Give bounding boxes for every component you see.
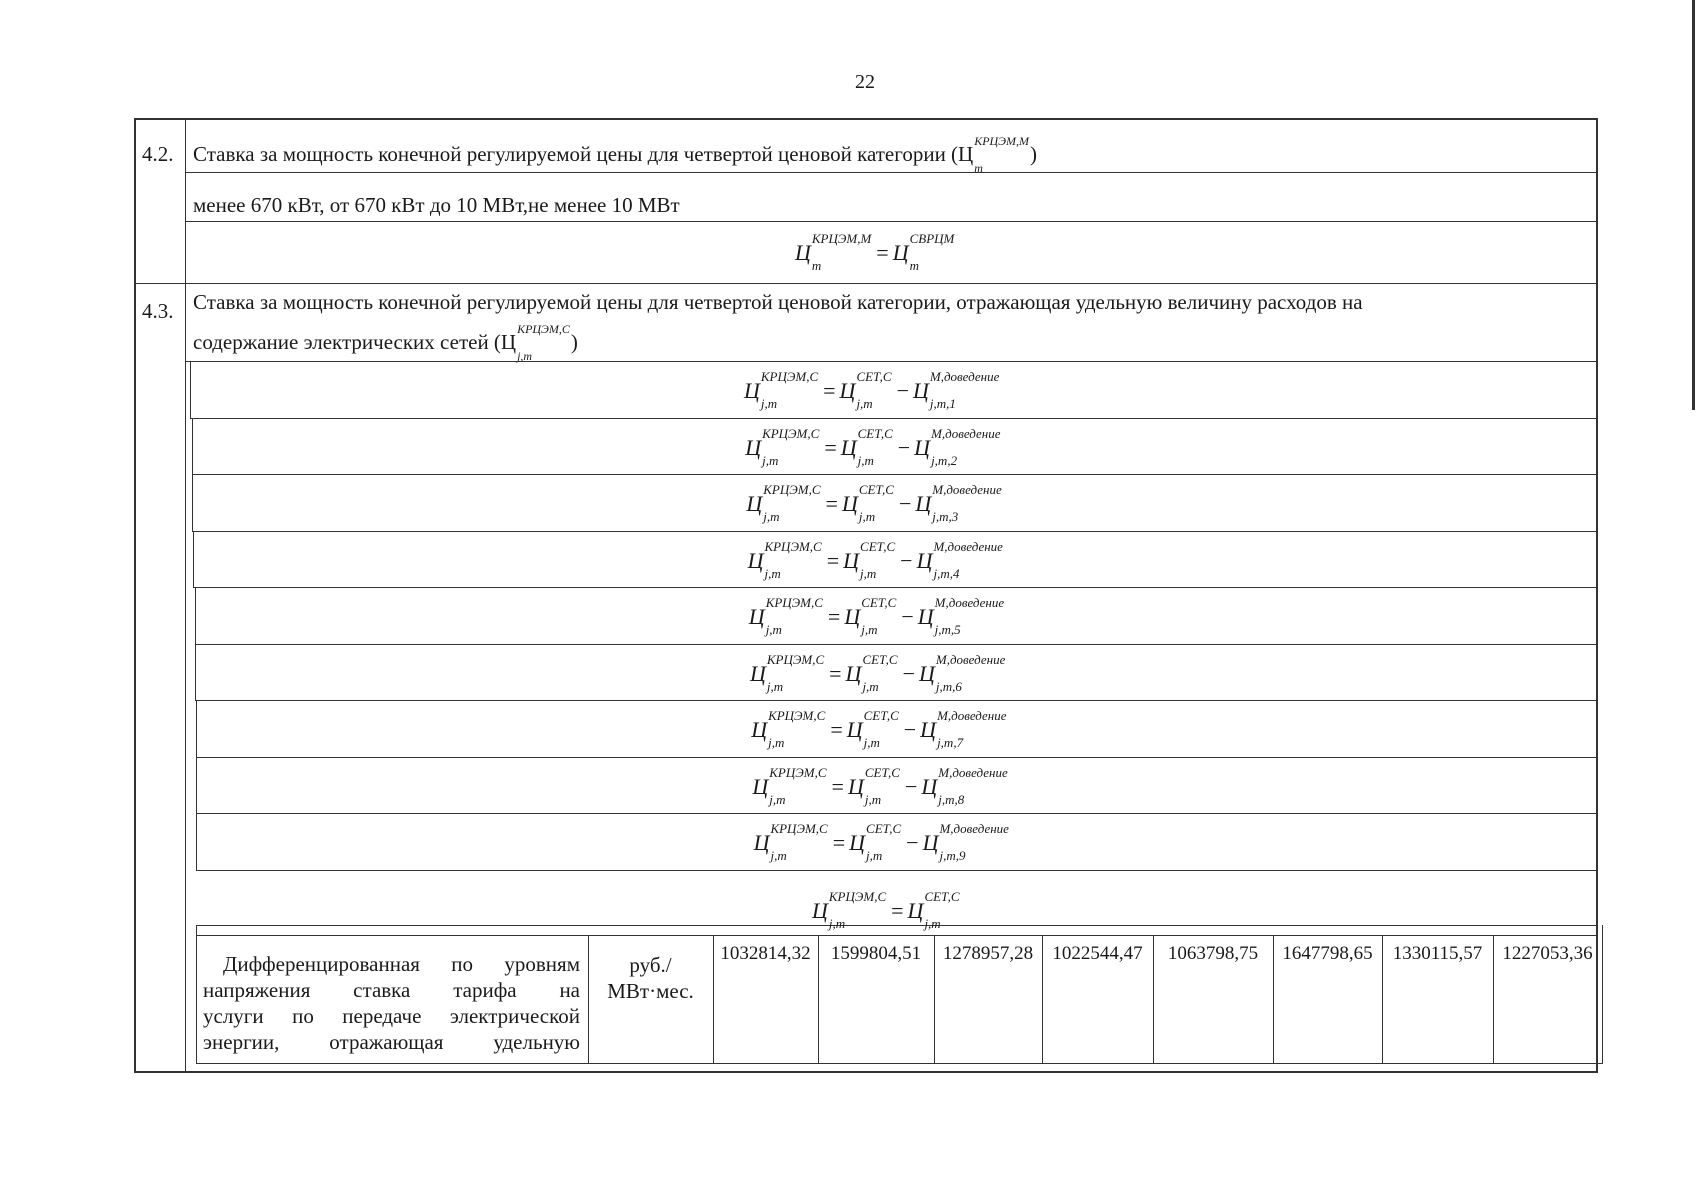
formula-row-9: Ц КРЦЭМ,С j,m = Ц СЕТ,С j,m − Ц М,доведение j,m,9 (753, 821, 1009, 863)
tariff-cell-divider (713, 935, 714, 1063)
row-divider (185, 172, 1598, 173)
final-formula: Ц КРЦЭМ,С j,m = Ц СЕТ,С j,m (812, 889, 960, 931)
formula-row-6: Ц КРЦЭМ,С j,m = Ц СЕТ,С j,m − Ц М,доведение j,m,6 (750, 652, 1006, 694)
section-number-4-2: 4.2. (142, 142, 174, 166)
formula-row-left-border (196, 700, 197, 757)
tariff-cell-divider (1493, 935, 1494, 1063)
tariff-value: 1063798,75 (1167, 943, 1259, 964)
tariff-row-bottom-border (196, 1063, 1602, 1064)
tariff-value: 1647798,65 (1282, 943, 1373, 964)
tariff-value: 1278957,28 (942, 943, 1034, 964)
row-divider (196, 813, 1598, 814)
formula-row-left-border (193, 531, 194, 588)
tariff-label-line: услуги по передаче электрической (203, 1004, 580, 1028)
section-4-2-condition: менее 670 кВт, от 670 кВт до 10 МВт,не менее 10 МВт (193, 193, 680, 217)
tariff-label-line: напряжения ставка тарифа на (203, 978, 580, 1002)
formula-row-left-border (195, 587, 196, 644)
section-4-2-formula: Ц КРЦЭМ,М m = Ц СВРЦМ m (795, 231, 955, 273)
section-4-3-title-line2: содержание электрических сетей (Ц КРЦЭМ,С j,m ) (193, 322, 578, 364)
row-divider (196, 757, 1598, 758)
row-divider (196, 870, 1598, 871)
number-column-divider (185, 118, 186, 1073)
row-divider (195, 700, 1598, 701)
section-4-2-title-symbol-sub: m (974, 161, 983, 176)
formula-row-left-border (192, 474, 193, 531)
row-divider (195, 644, 1598, 645)
formula-row-2: Ц КРЦЭМ,С j,m = Ц СЕТ,С j,m − Ц М,доведение j,m,2 (745, 426, 1001, 468)
section-number-4-3: 4.3. (142, 299, 174, 323)
formula-row-left-border (196, 813, 197, 870)
row-divider (185, 361, 1598, 362)
tariff-cell-divider (588, 935, 589, 1063)
section-4-2-title-text: Ставка за мощность конечной регулируемой цены для четвертой ценовой категории (Ц (193, 142, 974, 166)
section-4-2-title-symbol-sup: КРЦЭМ,М (974, 134, 1030, 149)
tariff-row-left-border (196, 925, 197, 1064)
formula-row-1: Ц КРЦЭМ,С j,m = Ц СЕТ,С j,m − Ц М,доведение j,m,1 (744, 369, 1000, 411)
row-divider (190, 418, 1598, 419)
tariff-value: 1032814,32 (720, 943, 811, 964)
formula-row-left-border (196, 757, 197, 814)
tariff-unit: руб./ МВт·мес. (607, 953, 694, 1003)
formula-row-8: Ц КРЦЭМ,С j,m = Ц СЕТ,С j,m − Ц М,доведение j,m,8 (752, 765, 1008, 807)
tariff-value: 1330115,57 (1392, 943, 1483, 964)
section-divider (134, 283, 1598, 284)
tariff-value: 1599804,51 (830, 943, 922, 964)
page-edge-mark (1692, 0, 1695, 410)
row-divider (192, 474, 1598, 475)
tariff-cell-divider (818, 935, 819, 1063)
tariff-value: 1227053,36 (1502, 943, 1593, 964)
tariff-cell-divider (934, 935, 935, 1063)
row-divider (193, 587, 1598, 588)
formula-row-4: Ц КРЦЭМ,С j,m = Ц СЕТ,С j,m − Ц М,доведение j,m,4 (747, 539, 1003, 581)
tariff-value: 1022544,47 (1052, 943, 1143, 964)
tariff-cell-divider (1273, 935, 1274, 1063)
tariff-cell-divider (1153, 935, 1154, 1063)
tariff-cell-divider (1382, 935, 1383, 1063)
tariff-label-line: энергии, отражающая удельную (203, 1030, 580, 1054)
section-4-3-title-line1: Ставка за мощность конечной регулируемой цены для четвертой ценовой категории, отражающая удельную величину расходов на (193, 290, 1363, 314)
tariff-label-line: Дифференцированная по уровням (223, 952, 580, 976)
tariff-row-label (203, 951, 580, 1055)
page-number: 22 (855, 71, 875, 93)
formula-row-left-border (195, 644, 196, 701)
formula-row-left-border (190, 361, 191, 418)
formula-row-3: Ц КРЦЭМ,С j,m = Ц СЕТ,С j,m − Ц М,доведение j,m,3 (746, 482, 1002, 524)
section-4-2-title-close: ) (1030, 142, 1038, 166)
row-divider (192, 531, 1598, 532)
tariff-row-top-border (196, 935, 1598, 936)
formula-row-5: Ц КРЦЭМ,С j,m = Ц СЕТ,С j,m − Ц М,доведение j,m,5 (748, 595, 1005, 637)
formula-row-7: Ц КРЦЭМ,С j,m = Ц СЕТ,С j,m − Ц М,доведение j,m,7 (751, 708, 1007, 750)
tariff-cell-divider (1042, 935, 1043, 1063)
formula-row-left-border (192, 418, 193, 475)
section-4-2-title (193, 134, 1038, 176)
tariff-row-right-border (1602, 925, 1603, 1064)
row-divider (185, 221, 1598, 222)
